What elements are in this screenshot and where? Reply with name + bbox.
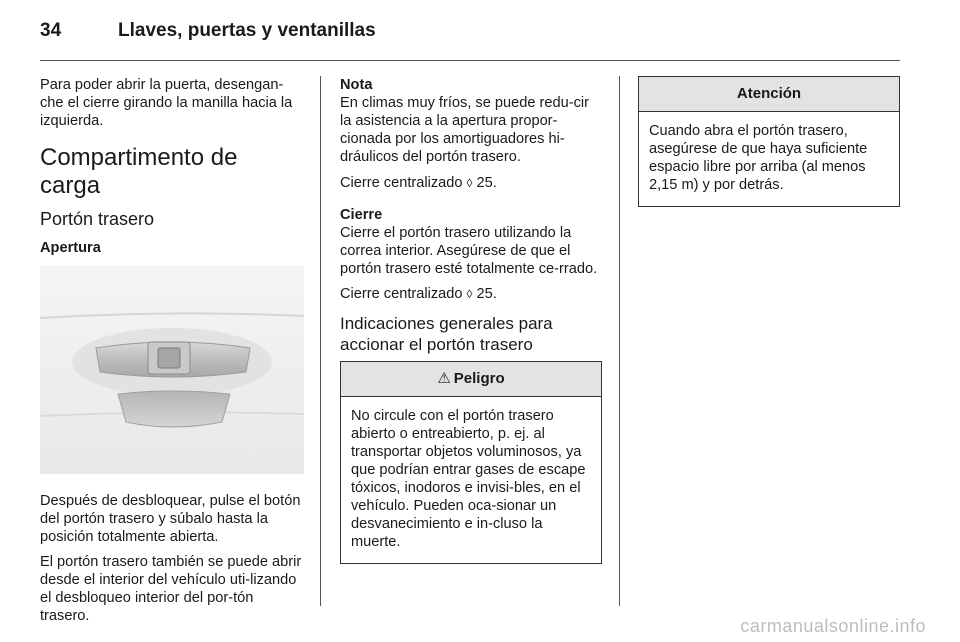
column-left	[40, 76, 304, 625]
danger-title: Peligro	[453, 370, 505, 387]
danger-box-body	[341, 397, 601, 563]
column-middle	[340, 76, 602, 564]
attention-box-body	[639, 112, 899, 206]
ref-page: 25.	[476, 286, 497, 302]
sub-heading-apertura: Apertura	[40, 240, 101, 256]
header-divider	[40, 60, 900, 61]
chapter-title: Llaves, puertas y ventanillas	[118, 20, 376, 41]
danger-box-header	[341, 362, 601, 397]
intro-paragraph: Para poder abrir la puerta, desengan-che el cierre girando la manilla hacia la izquierda.	[40, 77, 293, 129]
column-divider	[320, 76, 321, 606]
close-label: Cierre	[340, 207, 383, 223]
danger-text: No circule con el portón trasero abierto o entreabierto, p. ej. al transportar objetos voluminosos, ya que podrían entrar gases de escape tóxicos, inodoros e invisi-bles, en el vehículo. Pueden oca-sionar un desvanecimiento e in-cluso la muerte.	[351, 408, 586, 550]
cross-reference	[340, 174, 602, 192]
note-text: En climas muy fríos, se puede redu-cir la asistencia a la apertura propor-cionada por los amortiguadores hi-dráulicos del portón trasero.	[340, 95, 589, 165]
attention-title: Atención	[736, 85, 802, 102]
attention-box-header	[639, 77, 899, 112]
column-right	[638, 76, 900, 207]
page-header	[40, 16, 900, 60]
general-instructions-title: Indicaciones generales para accionar el portón trasero	[340, 314, 553, 354]
column-divider	[619, 76, 620, 606]
reference-arrow-icon: ◊	[466, 287, 473, 301]
cross-reference	[340, 285, 602, 303]
attention-box	[638, 76, 900, 207]
page-number: 34	[40, 20, 62, 41]
close-text: Cierre el portón trasero utilizando la correa interior. Asegúrese de que el portón trasero esté totalmente ce-rrado.	[340, 225, 598, 277]
danger-box	[340, 361, 602, 564]
warning-triangle-icon: ⚠	[437, 370, 451, 387]
tailgate-handle-illustration	[40, 266, 304, 474]
subsection-title: Portón trasero	[40, 209, 155, 229]
paragraph-interior-release: El portón trasero también se puede abrir desde el interior del vehículo uti-lizando el desbloqueo interior del por-tón trasero.	[40, 554, 302, 624]
watermark: carmanualsonline.info	[740, 616, 926, 636]
note-label: Nota	[340, 77, 373, 93]
reference-arrow-icon: ◊	[466, 176, 473, 190]
ref-text: Cierre centralizado	[340, 175, 463, 191]
attention-text: Cuando abra el portón trasero, asegúrese de que haya suficiente espacio libre por arriba (al menos 2,15 m) y por detrás.	[649, 123, 868, 193]
paragraph-unlock: Después de desbloquear, pulse el botón del portón trasero y súbalo hasta la posición totalmente abierta.	[40, 493, 301, 545]
ref-page: 25.	[476, 175, 497, 191]
section-title: Compartimento de carga	[40, 144, 238, 199]
ref-text: Cierre centralizado	[340, 286, 463, 302]
